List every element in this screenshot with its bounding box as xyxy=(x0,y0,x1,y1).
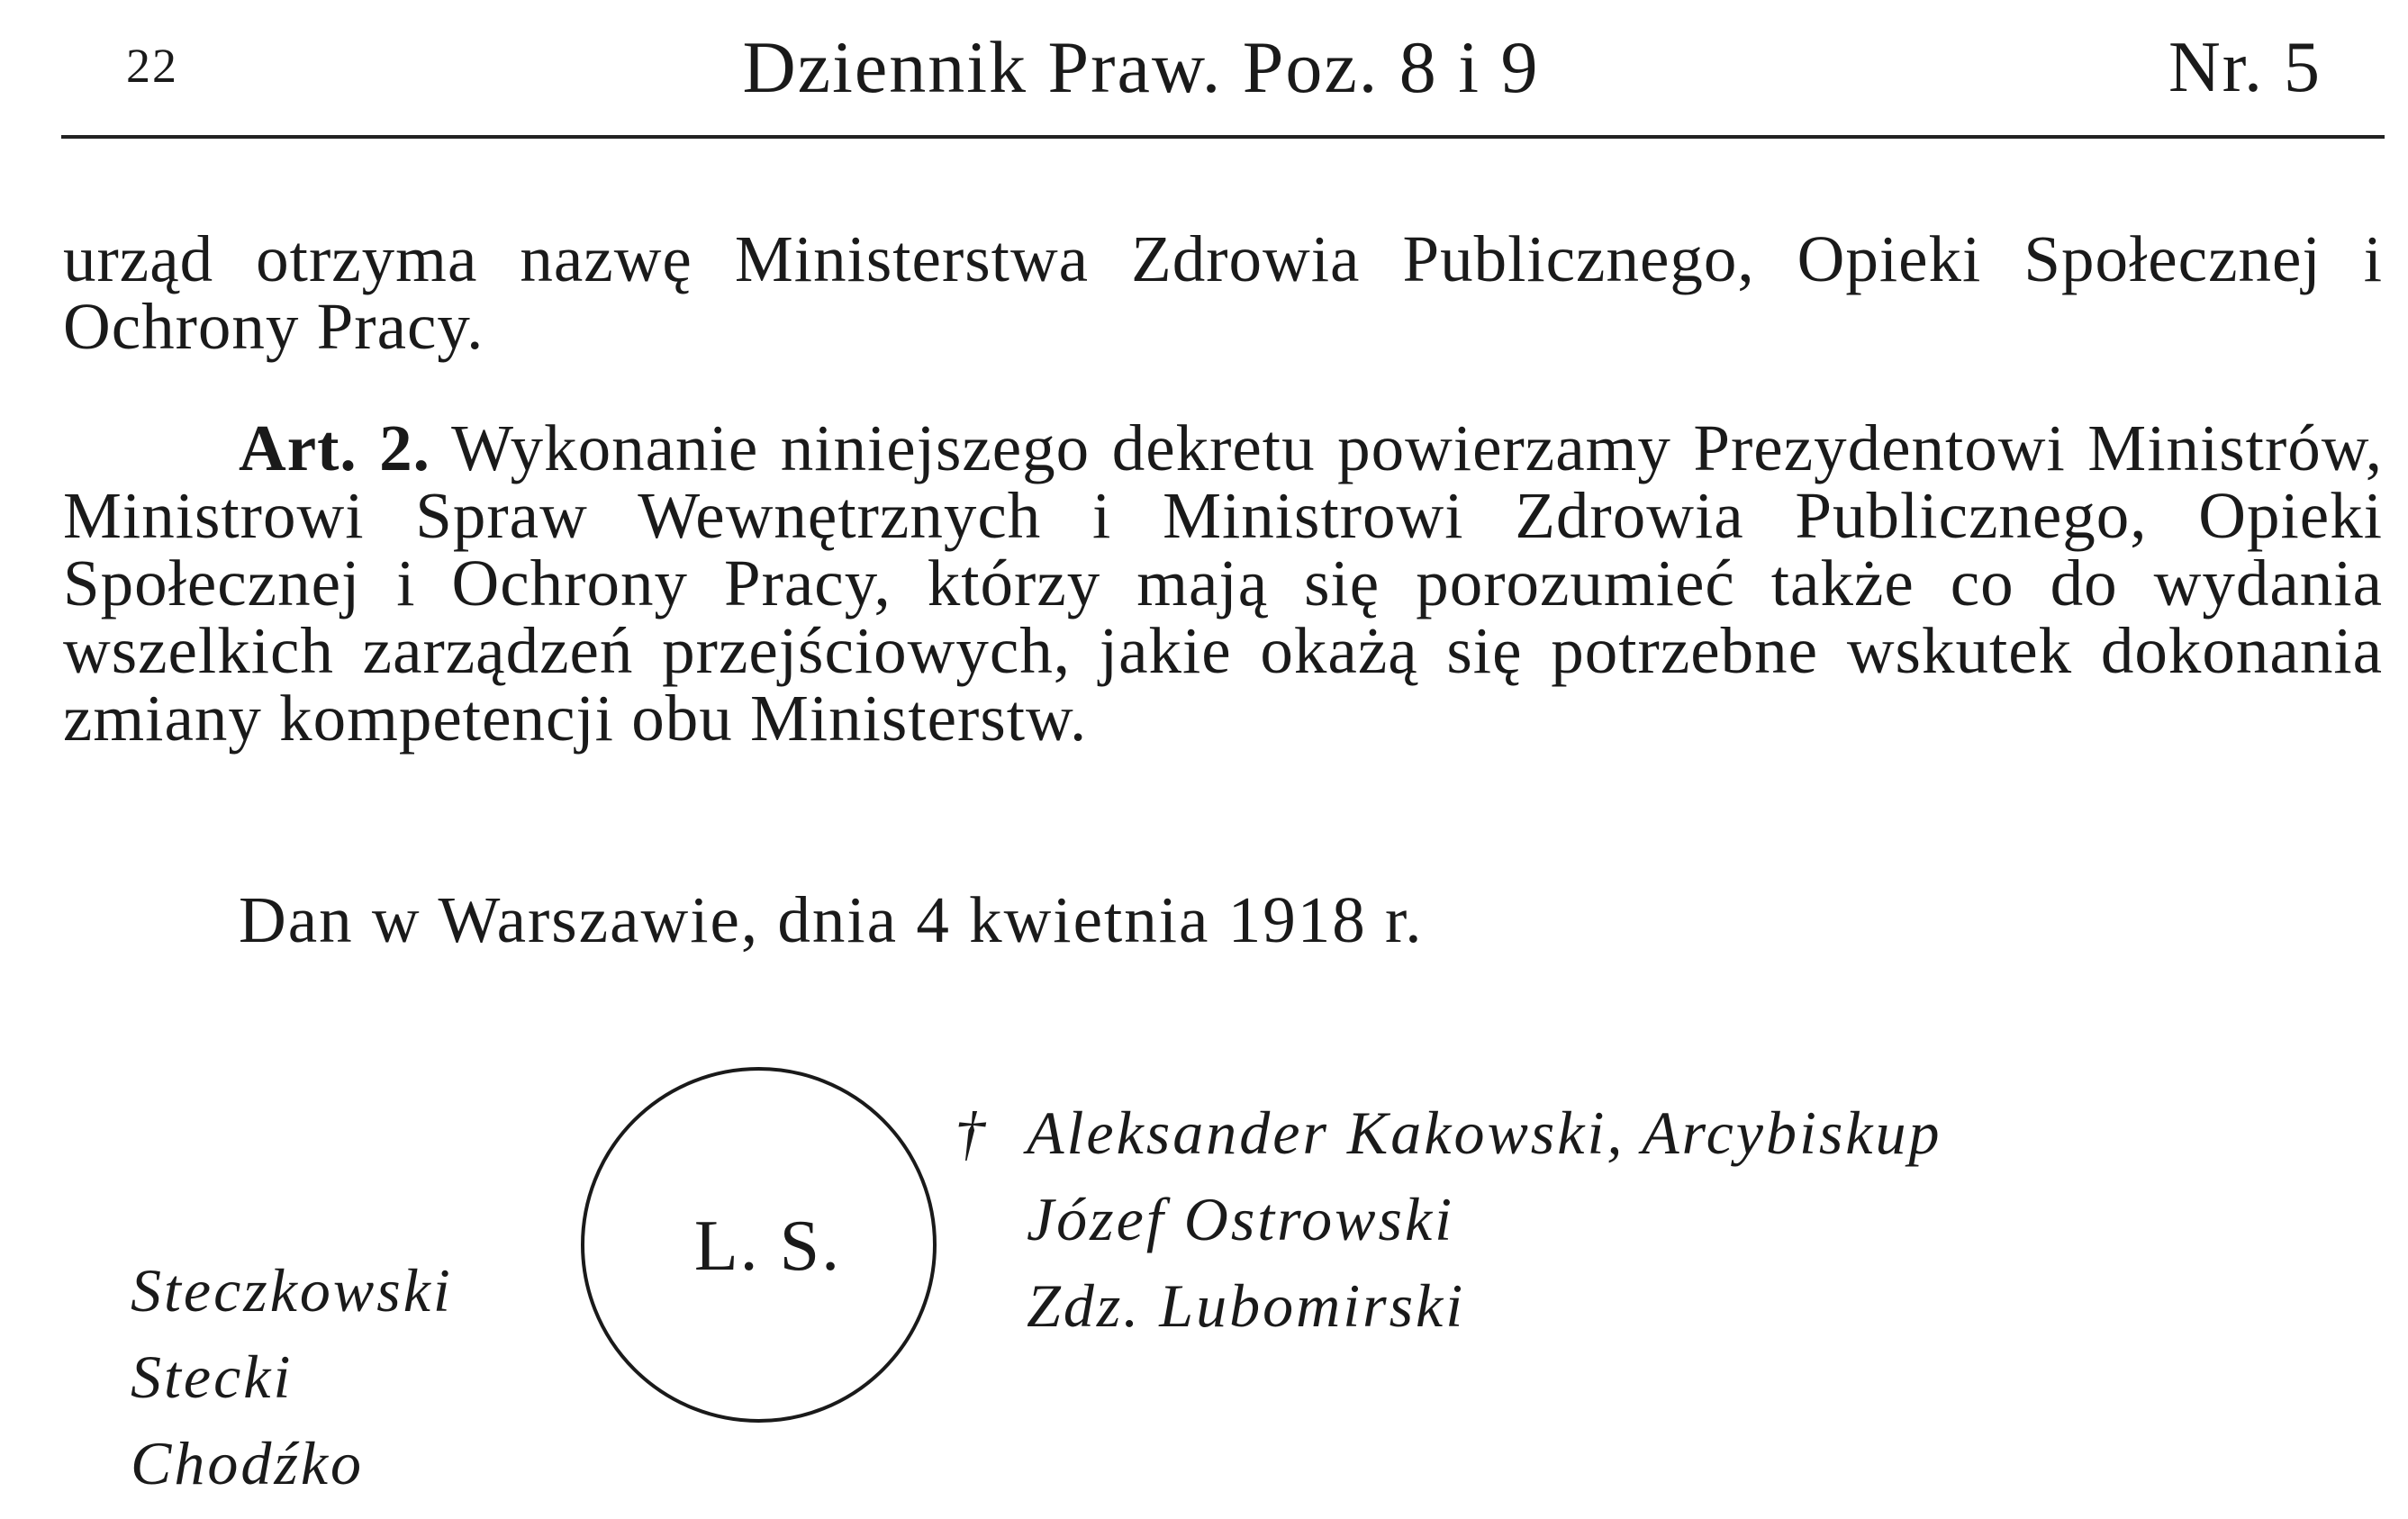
signatures-right xyxy=(955,1090,1942,1349)
signature-line: Aleksander Kakowski, Arcybiskup xyxy=(1027,1099,1942,1167)
seal-circle xyxy=(581,1067,937,1423)
signatures-left xyxy=(131,1247,453,1506)
page-number: 22 xyxy=(126,39,178,93)
signature-line: Józef Ostrowski xyxy=(1027,1185,1455,1253)
signature-line: Steczkowski xyxy=(131,1256,453,1325)
signature-line: Stecki xyxy=(131,1343,294,1411)
article-label: Art. 2. xyxy=(239,411,430,484)
header-rule xyxy=(61,135,2385,139)
article-text: Wykonanie niniejszego dekretu powierzamy Prezydentowi Ministrów, Ministrowi Spraw Wewnętrznych i Ministrowi Zdrowia Publicznego, Opieki Społecznej i Ochrony Pracy, którzy mają się porozumieć także co do wydania wszelkich zarządzeń przejściowych, jakie okażą się potrzebne wskutek dokonania zmiany kompetencji obu Ministerstw. xyxy=(63,411,2383,755)
paragraph-continuation: urząd otrzyma nazwę Ministerstwa Zdrowia Publicznego, Opieki Społecznej i Ochrony Pracy. xyxy=(63,222,2383,363)
signature-line: Chodźko xyxy=(131,1429,364,1497)
cross-mark: † xyxy=(955,1099,988,1167)
journal-title: Dziennik Praw. Poz. 8 i 9 xyxy=(742,26,1540,108)
article-paragraph xyxy=(63,411,2383,755)
seal-text: L. S. xyxy=(693,1207,842,1286)
issue-number: Nr. 5 xyxy=(2168,28,2322,107)
signature-line: Zdz. Lubomirski xyxy=(1027,1271,1466,1340)
date-place-line: Dan w Warszawie, dnia 4 kwietnia 1918 r. xyxy=(239,883,1424,956)
